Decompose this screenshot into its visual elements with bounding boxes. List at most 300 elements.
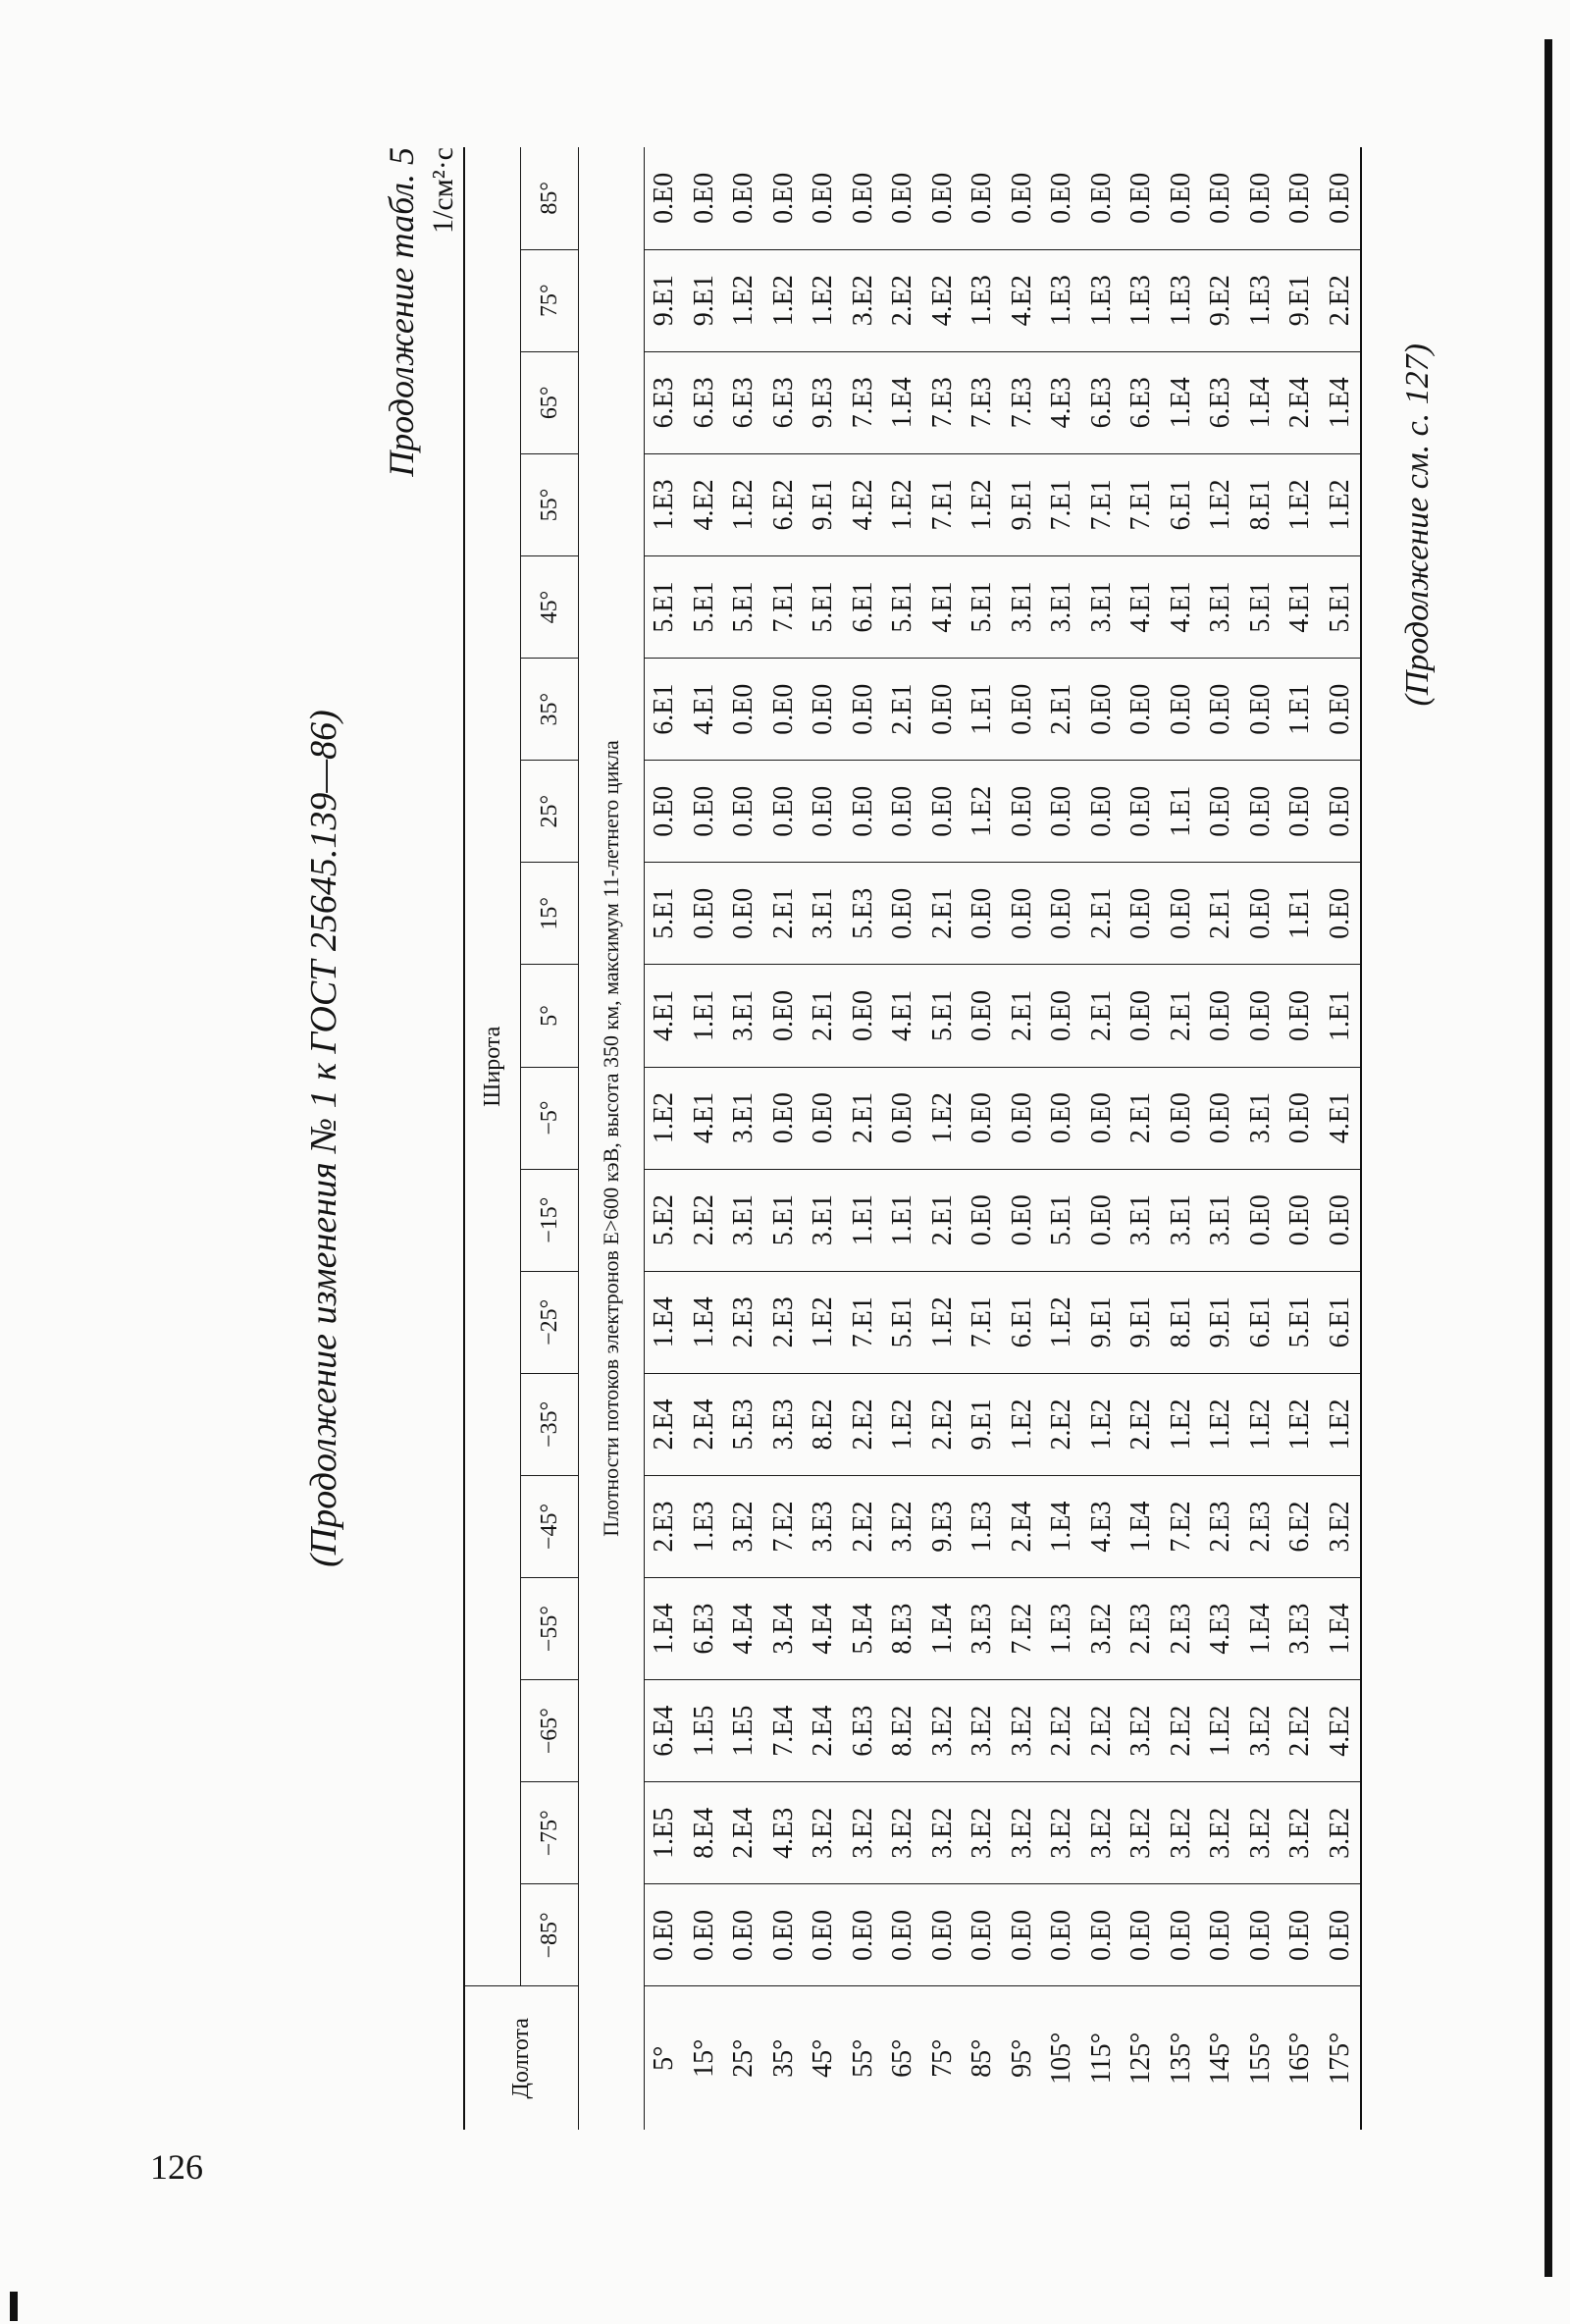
flux-value-cell: 0.E0: [1281, 1884, 1321, 1986]
flux-value-cell: 0.E0: [1162, 1884, 1202, 1986]
flux-value-cell: 0.E0: [804, 761, 844, 863]
flux-value-cell: 3.E1: [724, 965, 764, 1067]
flux-value-cell: 4.E1: [1281, 555, 1321, 658]
flux-value-cell: 1.E2: [1082, 1373, 1123, 1475]
flux-value-cell: 4.E1: [685, 659, 725, 761]
table-row: [1321, 147, 1362, 2130]
flux-value-cell: 1.E3: [963, 1475, 1003, 1577]
continuation-note: (Продолжение см. с. 127): [1399, 343, 1436, 707]
longitude-cell: 145°: [1201, 1986, 1241, 2130]
flux-value-cell: 9.E1: [963, 1373, 1003, 1475]
flux-value-cell: 0.E0: [724, 863, 764, 965]
table-row: [1162, 147, 1202, 2130]
flux-value-cell: 0.E0: [724, 147, 764, 249]
flux-value-cell: 9.E3: [923, 1475, 964, 1577]
flux-value-cell: 1.E4: [923, 1578, 964, 1680]
flux-value-cell: 2.E2: [1281, 1680, 1321, 1782]
flux-value-cell: 0.E0: [1042, 147, 1082, 249]
flux-value-cell: 0.E0: [883, 1884, 923, 1986]
flux-value-cell: 3.E3: [764, 1373, 805, 1475]
flux-value-cell: 0.E0: [645, 761, 685, 863]
flux-value-cell: 0.E0: [1003, 147, 1043, 249]
flux-value-cell: 0.E0: [1042, 1884, 1082, 1986]
flux-value-cell: 1.E2: [724, 453, 764, 555]
flux-value-cell: 3.E2: [1321, 1782, 1362, 1884]
latitude-column-header: −45°: [521, 1475, 579, 1577]
flux-value-cell: 2.E1: [1162, 965, 1202, 1067]
flux-value-cell: 2.E1: [923, 1169, 964, 1271]
flux-value-cell: 0.E0: [1082, 1884, 1123, 1986]
flux-value-cell: 2.E2: [844, 1475, 884, 1577]
flux-value-cell: 0.E0: [1321, 1169, 1362, 1271]
flux-value-cell: 1.E3: [645, 453, 685, 555]
flux-value-cell: 0.E0: [645, 1884, 685, 1986]
flux-density-table: [463, 147, 1362, 2130]
flux-value-cell: 7.E1: [1082, 453, 1123, 555]
flux-value-cell: 0.E0: [1162, 659, 1202, 761]
flux-value-cell: 3.E2: [844, 249, 884, 351]
latitude-column-header: 65°: [521, 351, 579, 453]
flux-value-cell: 5.E3: [724, 1373, 764, 1475]
flux-value-cell: 6.E3: [1082, 351, 1123, 453]
flux-value-cell: 2.E1: [883, 659, 923, 761]
flux-value-cell: 0.E0: [1003, 761, 1043, 863]
flux-value-cell: 0.E0: [1122, 1884, 1162, 1986]
flux-value-cell: 1.E1: [1281, 863, 1321, 965]
flux-value-cell: 7.E3: [844, 351, 884, 453]
flux-value-cell: 2.E1: [844, 1067, 884, 1169]
flux-value-cell: 0.E0: [1241, 761, 1282, 863]
flux-value-cell: 7.E2: [764, 1475, 805, 1577]
flux-value-cell: 2.E2: [1122, 1373, 1162, 1475]
flux-value-cell: 9.E1: [1201, 1271, 1241, 1373]
flux-value-cell: 6.E1: [1162, 453, 1202, 555]
flux-value-cell: 1.E2: [1201, 453, 1241, 555]
flux-value-cell: 7.E3: [1003, 351, 1043, 453]
flux-value-cell: 3.E2: [1201, 1782, 1241, 1884]
binding-rule: [1544, 39, 1552, 2277]
flux-value-cell: 3.E2: [844, 1782, 884, 1884]
flux-value-cell: 2.E1: [1201, 863, 1241, 965]
section-title: Плотности потоков электронов E>600 кэВ, высота 350 км, максимум 11-летнего цикла: [579, 147, 645, 2130]
flux-value-cell: 1.E3: [1162, 249, 1202, 351]
flux-value-cell: 0.E0: [1162, 1067, 1202, 1169]
latitude-column-header: 45°: [521, 555, 579, 658]
flux-value-cell: 3.E3: [963, 1578, 1003, 1680]
flux-value-cell: 1.E3: [1241, 249, 1282, 351]
flux-value-cell: 3.E2: [804, 1782, 844, 1884]
flux-value-cell: 5.E1: [1042, 1169, 1082, 1271]
flux-value-cell: 1.E2: [804, 249, 844, 351]
flux-value-cell: 0.E0: [1003, 659, 1043, 761]
flux-value-cell: 3.E2: [1122, 1782, 1162, 1884]
flux-value-cell: 9.E1: [1082, 1271, 1123, 1373]
flux-value-cell: 8.E1: [1241, 453, 1282, 555]
flux-value-cell: 7.E1: [963, 1271, 1003, 1373]
flux-value-cell: 2.E3: [645, 1475, 685, 1577]
flux-value-cell: 1.E2: [764, 249, 805, 351]
flux-value-cell: 0.E0: [1042, 965, 1082, 1067]
longitude-cell: 35°: [764, 1986, 805, 2130]
flux-value-cell: 0.E0: [1201, 147, 1241, 249]
flux-value-cell: 0.E0: [764, 659, 805, 761]
flux-value-cell: 0.E0: [883, 147, 923, 249]
flux-value-cell: 1.E2: [1321, 453, 1362, 555]
flux-value-cell: 1.E2: [1003, 1373, 1043, 1475]
flux-value-cell: 2.E2: [844, 1373, 884, 1475]
flux-value-cell: 3.E1: [1241, 1067, 1282, 1169]
flux-value-cell: 0.E0: [764, 147, 805, 249]
flux-value-cell: 7.E3: [923, 351, 964, 453]
latitude-column-header: 85°: [521, 147, 579, 249]
flux-value-cell: 6.E3: [685, 351, 725, 453]
flux-value-cell: 4.E1: [645, 965, 685, 1067]
flux-value-cell: 0.E0: [1281, 965, 1321, 1067]
longitude-cell: 15°: [685, 1986, 725, 2130]
flux-value-cell: 1.E3: [1082, 249, 1123, 351]
flux-value-cell: 1.E3: [1042, 1578, 1082, 1680]
flux-value-cell: 3.E1: [1042, 555, 1082, 658]
flux-value-cell: 1.E2: [645, 1067, 685, 1169]
flux-value-cell: 3.E2: [1241, 1782, 1282, 1884]
flux-value-cell: 3.E1: [1162, 1169, 1202, 1271]
longitude-cell: 105°: [1042, 1986, 1082, 2130]
flux-value-cell: 2.E3: [764, 1271, 805, 1373]
flux-value-cell: 2.E2: [1321, 249, 1362, 351]
flux-value-cell: 2.E3: [724, 1271, 764, 1373]
flux-value-cell: 4.E2: [923, 249, 964, 351]
flux-value-cell: 0.E0: [1281, 761, 1321, 863]
flux-value-cell: 5.E1: [724, 555, 764, 658]
flux-value-cell: 7.E1: [1042, 453, 1082, 555]
flux-value-cell: 6.E2: [764, 453, 805, 555]
flux-value-cell: 0.E0: [1003, 1067, 1043, 1169]
flux-value-cell: 1.E2: [1201, 1373, 1241, 1475]
flux-value-cell: 0.E0: [1003, 1169, 1043, 1271]
flux-value-cell: 0.E0: [1162, 147, 1202, 249]
flux-value-cell: 3.E1: [1201, 1169, 1241, 1271]
table-row: [764, 147, 805, 2130]
flux-value-cell: 3.E2: [1003, 1782, 1043, 1884]
flux-value-cell: 0.E0: [1082, 761, 1123, 863]
longitude-cell: 85°: [963, 1986, 1003, 2130]
flux-value-cell: 0.E0: [1321, 147, 1362, 249]
flux-value-cell: 0.E0: [1281, 1169, 1321, 1271]
flux-value-cell: 3.E2: [1042, 1782, 1082, 1884]
longitude-cell: 125°: [1122, 1986, 1162, 2130]
flux-value-cell: 6.E1: [1321, 1271, 1362, 1373]
flux-value-cell: 5.E1: [685, 555, 725, 658]
flux-value-cell: 0.E0: [685, 863, 725, 965]
longitude-cell: 175°: [1321, 1986, 1362, 2130]
flux-value-cell: 1.E4: [1321, 351, 1362, 453]
flux-value-cell: 0.E0: [1122, 659, 1162, 761]
flux-value-cell: 0.E0: [963, 863, 1003, 965]
flux-value-cell: 8.E1: [1162, 1271, 1202, 1373]
latitude-column-header: 55°: [521, 453, 579, 555]
latitude-column-header: −15°: [521, 1169, 579, 1271]
flux-value-cell: 2.E3: [1241, 1475, 1282, 1577]
flux-value-cell: 3.E2: [883, 1475, 923, 1577]
flux-value-cell: 0.E0: [1082, 659, 1123, 761]
flux-value-cell: 0.E0: [764, 965, 805, 1067]
flux-value-cell: 6.E3: [1122, 351, 1162, 453]
flux-value-cell: 0.E0: [1201, 659, 1241, 761]
flux-value-cell: 4.E1: [685, 1067, 725, 1169]
flux-value-cell: 2.E1: [1042, 659, 1082, 761]
flux-value-cell: 0.E0: [923, 1884, 964, 1986]
flux-value-cell: 4.E2: [1003, 249, 1043, 351]
flux-value-cell: 0.E0: [1042, 761, 1082, 863]
flux-value-cell: 0.E0: [1241, 863, 1282, 965]
flux-value-cell: 0.E0: [804, 1884, 844, 1986]
flux-value-cell: 3.E2: [1003, 1680, 1043, 1782]
flux-value-cell: 9.E1: [1281, 249, 1321, 351]
table-row: [1003, 147, 1043, 2130]
flux-value-cell: 1.E3: [1122, 249, 1162, 351]
flux-value-cell: 0.E0: [1321, 863, 1362, 965]
longitude-cell: 55°: [844, 1986, 884, 2130]
longitude-cell: 155°: [1241, 1986, 1282, 2130]
rotated-page-content: [294, 147, 1472, 2130]
flux-value-cell: 2.E2: [1042, 1680, 1082, 1782]
flux-value-cell: 2.E4: [1281, 351, 1321, 453]
longitude-cell: 25°: [724, 1986, 764, 2130]
flux-value-cell: 1.E4: [1241, 1578, 1282, 1680]
flux-value-cell: 0.E0: [963, 1884, 1003, 1986]
table-row: [1082, 147, 1123, 2130]
flux-value-cell: 9.E3: [804, 351, 844, 453]
latitude-column-header: −65°: [521, 1680, 579, 1782]
flux-value-cell: 2.E2: [685, 1169, 725, 1271]
flux-value-cell: 6.E3: [685, 1578, 725, 1680]
flux-value-cell: 0.E0: [685, 761, 725, 863]
flux-value-cell: 1.E1: [1281, 659, 1321, 761]
flux-value-cell: 0.E0: [963, 1169, 1003, 1271]
flux-value-cell: 6.E3: [724, 351, 764, 453]
flux-value-cell: 5.E1: [804, 555, 844, 658]
latitude-column-header: −55°: [521, 1578, 579, 1680]
flux-value-cell: 0.E0: [1321, 1884, 1362, 1986]
flux-value-cell: 1.E4: [645, 1578, 685, 1680]
flux-value-cell: 1.E2: [963, 453, 1003, 555]
flux-value-cell: 2.E1: [1003, 965, 1043, 1067]
flux-value-cell: 0.E0: [724, 659, 764, 761]
flux-value-cell: 7.E3: [963, 351, 1003, 453]
flux-value-cell: 4.E3: [764, 1782, 805, 1884]
flux-value-cell: 3.E2: [1162, 1782, 1202, 1884]
flux-value-cell: 4.E3: [1042, 351, 1082, 453]
flux-value-cell: 3.E1: [724, 1067, 764, 1169]
flux-value-cell: 0.E0: [1201, 965, 1241, 1067]
flux-value-cell: 0.E0: [1281, 147, 1321, 249]
flux-value-cell: 1.E4: [1162, 351, 1202, 453]
flux-value-cell: 0.E0: [883, 1067, 923, 1169]
flux-value-cell: 2.E1: [923, 863, 964, 965]
flux-value-cell: 0.E0: [1082, 1169, 1123, 1271]
flux-value-cell: 0.E0: [724, 1884, 764, 1986]
flux-value-cell: 2.E1: [1082, 965, 1123, 1067]
flux-value-cell: 0.E0: [645, 147, 685, 249]
flux-value-cell: 7.E2: [1003, 1578, 1043, 1680]
running-header: (Продолжение изменения № 1 к ГОСТ 25645.139—86): [303, 710, 344, 1567]
flux-value-cell: 4.E1: [883, 965, 923, 1067]
flux-value-cell: 3.E1: [1082, 555, 1123, 658]
flux-value-cell: 0.E0: [1241, 659, 1282, 761]
flux-value-cell: 9.E1: [1122, 1271, 1162, 1373]
flux-value-cell: 5.E4: [844, 1578, 884, 1680]
flux-value-cell: 0.E0: [1082, 147, 1123, 249]
table-row: [685, 147, 725, 2130]
flux-value-cell: 7.E1: [764, 555, 805, 658]
table-row: [963, 147, 1003, 2130]
flux-value-cell: 2.E2: [923, 1373, 964, 1475]
flux-value-cell: 1.E2: [1241, 1373, 1282, 1475]
flux-value-cell: 6.E3: [764, 351, 805, 453]
longitude-cell: 95°: [1003, 1986, 1043, 2130]
longitude-cell: 65°: [883, 1986, 923, 2130]
page-number: 126: [150, 2147, 203, 2187]
latitude-column-header: −85°: [521, 1884, 579, 1986]
latitude-column-header: 15°: [521, 863, 579, 965]
flux-value-cell: 1.E2: [1042, 1271, 1082, 1373]
flux-value-cell: 2.E3: [1201, 1475, 1241, 1577]
flux-value-cell: 0.E0: [1281, 1067, 1321, 1169]
flux-value-cell: 3.E2: [963, 1680, 1003, 1782]
flux-value-cell: 6.E3: [1201, 351, 1241, 453]
flux-value-cell: 4.E2: [685, 453, 725, 555]
flux-value-cell: 0.E0: [1321, 659, 1362, 761]
flux-value-cell: 2.E1: [804, 965, 844, 1067]
table-row: [1201, 147, 1241, 2130]
flux-value-cell: 2.E3: [1122, 1578, 1162, 1680]
flux-value-cell: 0.E0: [1003, 863, 1043, 965]
flux-value-cell: 7.E4: [764, 1680, 805, 1782]
table-caption: Продолжение табл. 5: [382, 147, 421, 477]
flux-value-cell: 6.E1: [1003, 1271, 1043, 1373]
flux-value-cell: 1.E1: [844, 1169, 884, 1271]
flux-value-cell: 4.E2: [844, 453, 884, 555]
flux-value-cell: 1.E5: [724, 1680, 764, 1782]
flux-value-cell: 1.E5: [685, 1680, 725, 1782]
flux-value-cell: 3.E2: [724, 1475, 764, 1577]
flux-value-cell: 5.E1: [1241, 555, 1282, 658]
flux-value-cell: 3.E1: [804, 1169, 844, 1271]
flux-value-cell: 0.E0: [883, 761, 923, 863]
flux-value-cell: 2.E2: [883, 249, 923, 351]
latitude-column-header: 35°: [521, 659, 579, 761]
flux-value-cell: 0.E0: [844, 1884, 884, 1986]
flux-value-cell: 0.E0: [1042, 863, 1082, 965]
flux-value-cell: 1.E4: [1122, 1475, 1162, 1577]
flux-value-cell: 1.E3: [1042, 249, 1082, 351]
flux-value-cell: 0.E0: [963, 147, 1003, 249]
flux-value-cell: 6.E1: [1241, 1271, 1282, 1373]
flux-value-cell: 1.E5: [645, 1782, 685, 1884]
flux-value-cell: 6.E3: [844, 1680, 884, 1782]
flux-value-cell: 1.E2: [804, 1271, 844, 1373]
flux-value-cell: 0.E0: [1321, 761, 1362, 863]
flux-value-cell: 2.E1: [1082, 863, 1123, 965]
flux-value-cell: 1.E2: [1162, 1373, 1202, 1475]
longitude-cell: 5°: [645, 1986, 685, 2130]
flux-value-cell: 3.E1: [1201, 555, 1241, 658]
flux-value-cell: 0.E0: [844, 761, 884, 863]
flux-value-cell: 7.E1: [923, 453, 964, 555]
flux-value-cell: 0.E0: [1201, 1067, 1241, 1169]
flux-value-cell: 2.E1: [1122, 1067, 1162, 1169]
flux-value-cell: 0.E0: [804, 147, 844, 249]
flux-value-cell: 0.E0: [1241, 147, 1282, 249]
flux-value-cell: 5.E1: [883, 1271, 923, 1373]
flux-value-cell: 9.E1: [1003, 453, 1043, 555]
flux-value-cell: 0.E0: [1003, 1884, 1043, 1986]
latitude-column-header: −25°: [521, 1271, 579, 1373]
flux-value-cell: 0.E0: [923, 659, 964, 761]
longitude-cell: 115°: [1082, 1986, 1123, 2130]
latitude-column-header: −35°: [521, 1373, 579, 1475]
flux-value-cell: 1.E1: [1162, 761, 1202, 863]
flux-value-cell: 3.E2: [923, 1680, 964, 1782]
flux-value-cell: 3.E2: [1281, 1782, 1321, 1884]
flux-value-cell: 1.E3: [963, 249, 1003, 351]
flux-value-cell: 1.E1: [883, 1169, 923, 1271]
flux-value-cell: 3.E2: [1082, 1782, 1123, 1884]
flux-value-cell: 0.E0: [724, 761, 764, 863]
flux-value-cell: 3.E3: [1281, 1578, 1321, 1680]
flux-value-cell: 3.E2: [1241, 1680, 1282, 1782]
flux-value-cell: 1.E2: [923, 1271, 964, 1373]
flux-value-cell: 0.E0: [923, 147, 964, 249]
table-row: [883, 147, 923, 2130]
flux-value-cell: 1.E4: [883, 351, 923, 453]
flux-value-cell: 6.E2: [1281, 1475, 1321, 1577]
flux-value-cell: 3.E1: [804, 863, 844, 965]
flux-value-cell: 8.E2: [804, 1373, 844, 1475]
flux-value-cell: 4.E4: [724, 1578, 764, 1680]
flux-value-cell: 0.E0: [764, 1067, 805, 1169]
flux-value-cell: 0.E0: [963, 965, 1003, 1067]
longitude-cell: 75°: [923, 1986, 964, 2130]
flux-value-cell: 1.E4: [645, 1271, 685, 1373]
flux-value-cell: 8.E2: [883, 1680, 923, 1782]
flux-value-cell: 1.E2: [883, 453, 923, 555]
flux-value-cell: 1.E1: [1321, 965, 1362, 1067]
flux-value-cell: 9.E1: [804, 453, 844, 555]
table-row: [1281, 147, 1321, 2130]
flux-value-cell: 2.E1: [764, 863, 805, 965]
flux-value-cell: 5.E1: [1281, 1271, 1321, 1373]
flux-value-cell: 5.E1: [645, 555, 685, 658]
latitude-column-header: 25°: [521, 761, 579, 863]
flux-value-cell: 0.E0: [1122, 761, 1162, 863]
flux-value-cell: 1.E2: [1281, 1373, 1321, 1475]
table-units: 1/см²·с: [427, 147, 459, 234]
flux-value-cell: 1.E1: [963, 659, 1003, 761]
latitude-header: Широта: [464, 147, 521, 1986]
flux-value-cell: 3.E2: [1082, 1578, 1123, 1680]
flux-value-cell: 9.E1: [645, 249, 685, 351]
flux-value-cell: 1.E4: [1321, 1578, 1362, 1680]
flux-value-cell: 2.E2: [1082, 1680, 1123, 1782]
flux-value-cell: 0.E0: [1082, 1067, 1123, 1169]
table-row: [844, 147, 884, 2130]
flux-value-cell: 3.E2: [963, 1782, 1003, 1884]
longitude-cell: 45°: [804, 1986, 844, 2130]
flux-value-cell: 6.E1: [844, 555, 884, 658]
flux-value-cell: 0.E0: [1201, 1884, 1241, 1986]
flux-value-cell: 0.E0: [923, 761, 964, 863]
